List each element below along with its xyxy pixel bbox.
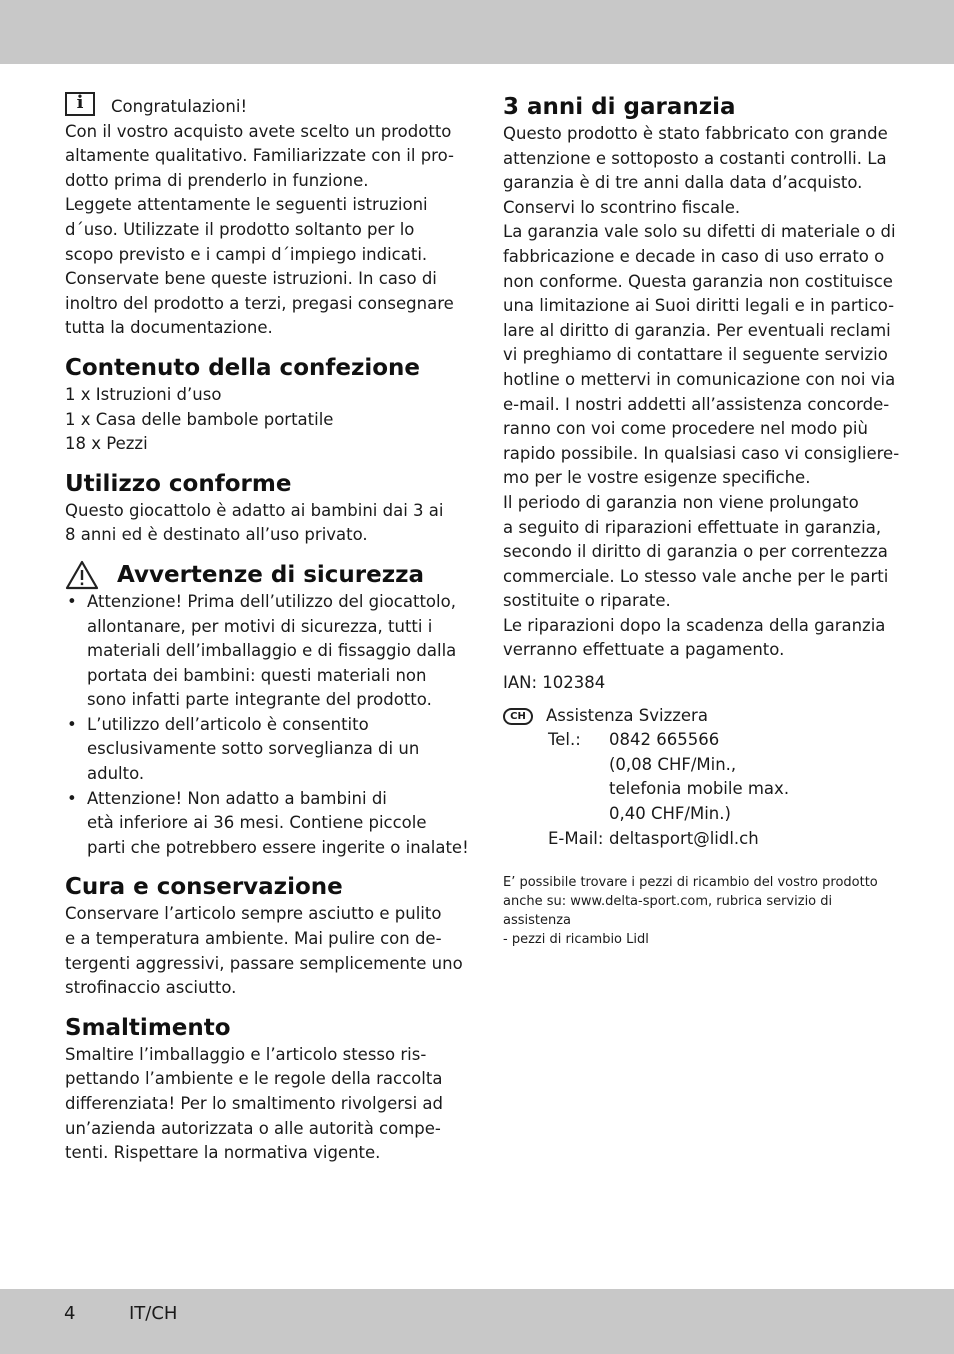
ch-country-badge: CH [503, 708, 533, 725]
warranty-line: e-mail. I nostri addetti all’assistenza concorde- [503, 394, 890, 414]
email-value[interactable]: deltasport@lidl.ch [609, 828, 759, 848]
tel-line: 0,40 CHF/Min.) [609, 804, 731, 824]
warranty-line: a seguito di riparazioni effettuate in garanzia, [503, 517, 882, 537]
left-column [65, 92, 469, 1166]
disposal-line: differenziata! Per lo smaltimento rivolgersi ad [65, 1094, 444, 1113]
disposal-line: Smaltire l’imballaggio e l’articolo stesso ris- [65, 1044, 427, 1064]
warranty-line: vi preghiamo di contattare il seguente servizio [503, 345, 888, 365]
intro-line: Con il vostro acquisto avete scelto un prodotto [65, 121, 452, 141]
warranty-line: verranno effettuate a pagamento. [503, 640, 785, 660]
intro-line: altamente qualitativo. Familiarizzate con il pro- [65, 146, 454, 166]
right-column [503, 92, 900, 949]
service-title: Assistenza Svizzera [546, 705, 708, 725]
safety-line: portata dei bambini: questi materiali non [87, 665, 427, 685]
safety-line: allontanare, per motivi di sicurezza, tutti i [87, 616, 433, 636]
tel-values [609, 728, 789, 826]
use-line: 8 anni ed è destinato all’uso privato. [65, 525, 368, 545]
spare-parts-line: - pezzi di ricambio Lidl [503, 932, 649, 948]
disposal-line: pettando l’ambiente e le regole della raccolta [65, 1069, 443, 1089]
safety-line: esclusivamente sotto sorveglianza di un [87, 739, 420, 759]
warranty-line: mo per le vostre esigenze specifiche. [503, 468, 811, 488]
ian-code: IAN: 102384 [503, 673, 606, 693]
email-label: E-Mail: [548, 828, 604, 848]
spare-parts-line: anche su: www.delta-sport.com, rubrica servizio di assistenza [503, 894, 833, 929]
contents-heading: Contenuto della confezione [65, 354, 421, 381]
warranty-line: hotline o mettervi in comunicazione con noi via [503, 369, 896, 389]
page-number: 4 [64, 1303, 76, 1324]
warranty-heading: 3 anni di garanzia [503, 94, 736, 120]
contents-item: 1 x Casa delle bambole portatile [65, 409, 334, 429]
intro-line: inoltro del prodotto a terzi, pregasi consegnare [65, 293, 454, 313]
safety-list [65, 590, 469, 861]
intro-line: Leggete attentamente le seguenti istruzioni [65, 195, 428, 215]
tel-line: 0842 665566 [609, 730, 720, 750]
intro-line: tutta la documentazione. [65, 318, 273, 338]
warranty-line: commerciale. Lo stesso vale anche per le parti [503, 566, 889, 586]
safety-heading: Avvertenze di sicurezza [117, 561, 425, 588]
warranty-line: Conservi lo scontrino fiscale. [503, 197, 741, 217]
email-row [548, 827, 893, 852]
warranty-line: Le riparazioni dopo la scadenza della garanzia [503, 615, 886, 635]
warranty-line: Questo prodotto è stato fabbricato con grande [503, 124, 888, 143]
service-details [503, 728, 893, 851]
warranty-line: attenzione e sottoposto a costanti controlli. La [503, 148, 887, 168]
warranty-line: non conforme. Questa garanzia non costituisce [503, 271, 893, 291]
safety-item [65, 787, 469, 861]
safety-line: • L’utilizzo dell’articolo è consentito [87, 714, 369, 734]
warranty-line: secondo il diritto di garanzia o per correntezza [503, 542, 888, 562]
warranty-line: Il periodo di garanzia non viene prolungato [503, 492, 859, 512]
intro-line: d´uso. Utilizzate il prodotto soltanto per lo [65, 219, 415, 239]
care-line: e a temperatura ambiente. Mai pulire con de- [65, 929, 442, 949]
warranty-line: La garanzia vale solo su difetti di materiale o di [503, 222, 896, 242]
intro-paragraph [65, 120, 457, 341]
safety-item [65, 713, 457, 787]
warranty-line: garanzia è di tre anni dalla data d’acquisto. [503, 173, 863, 193]
safety-line: • Attenzione! Prima dell’utilizzo del giocattolo, [87, 591, 456, 611]
intro-line: scopo previsto e i campi d´impiego indicati. [65, 244, 428, 264]
tel-line: telefonia mobile max. [609, 779, 790, 799]
safety-line: adulto. [87, 764, 145, 784]
tel-label: Tel.: [548, 730, 581, 750]
warning-triangle-icon [65, 560, 99, 590]
congrats-text: Congratulazioni! [111, 97, 248, 116]
safety-line: parti che potrebbero essere ingerite o inalate! [87, 837, 469, 857]
warranty-line: ranno con voi come procedere nel modo più [503, 419, 868, 439]
disposal-line: tenti. Rispettare la normativa vigente. [65, 1143, 381, 1163]
safety-line: età inferiore ai 36 mesi. Contiene piccole [87, 813, 427, 833]
care-line: tergenti aggressivi, passare semplicemente uno [65, 953, 463, 973]
intro-heading-row [65, 92, 457, 120]
disposal-heading: Smaltimento [65, 1014, 231, 1041]
warranty-line: sostituite o riparate. [503, 591, 671, 611]
contents-item: 1 x Istruzioni d’uso [65, 384, 222, 404]
header-band [0, 0, 954, 64]
info-book-icon: i [65, 92, 95, 116]
intro-line: Conservate bene queste istruzioni. In caso di [65, 269, 437, 289]
spare-parts-line: E’ possibile trovare i pezzi di ricambio del vostro prodotto [503, 875, 878, 891]
page-language: IT/CH [129, 1303, 178, 1324]
care-line: Conservare l’articolo sempre asciutto e pulito [65, 904, 442, 924]
safety-item [65, 590, 457, 713]
use-heading: Utilizzo conforme [65, 470, 292, 497]
contents-item: 18 x Pezzi [65, 434, 148, 454]
warranty-line: rapido possibile. In qualsiasi caso vi consigliere- [503, 443, 900, 463]
tel-row [548, 728, 893, 826]
tel-line: (0,08 CHF/Min., [609, 754, 737, 774]
care-heading: Cura e conservazione [65, 874, 343, 901]
warranty-line: lare al diritto di garanzia. Per eventuali reclami [503, 320, 891, 340]
safety-line: materiali dell’imballaggio e di fissaggio dalla [87, 641, 457, 661]
disposal-line: un’azienda autorizzata o alle autorità compe- [65, 1118, 441, 1138]
intro-line: dotto prima di prenderlo in funzione. [65, 170, 369, 190]
use-line: Questo giocattolo è adatto ai bambini dai 3 ai [65, 500, 444, 520]
safety-line: sono infatti parte integrante del prodotto. [87, 690, 432, 710]
safety-heading-row [65, 560, 457, 590]
warranty-paragraph [503, 122, 900, 663]
safety-line: • Attenzione! Non adatto a bambini di [87, 788, 387, 808]
care-line: strofinaccio asciutto. [65, 978, 237, 998]
warranty-line: una limitazione ai Suoi diritti legali e in partico- [503, 296, 895, 316]
service-title-row [503, 704, 893, 729]
warranty-line: fabbricazione e decade in caso di uso errato o [503, 246, 885, 266]
